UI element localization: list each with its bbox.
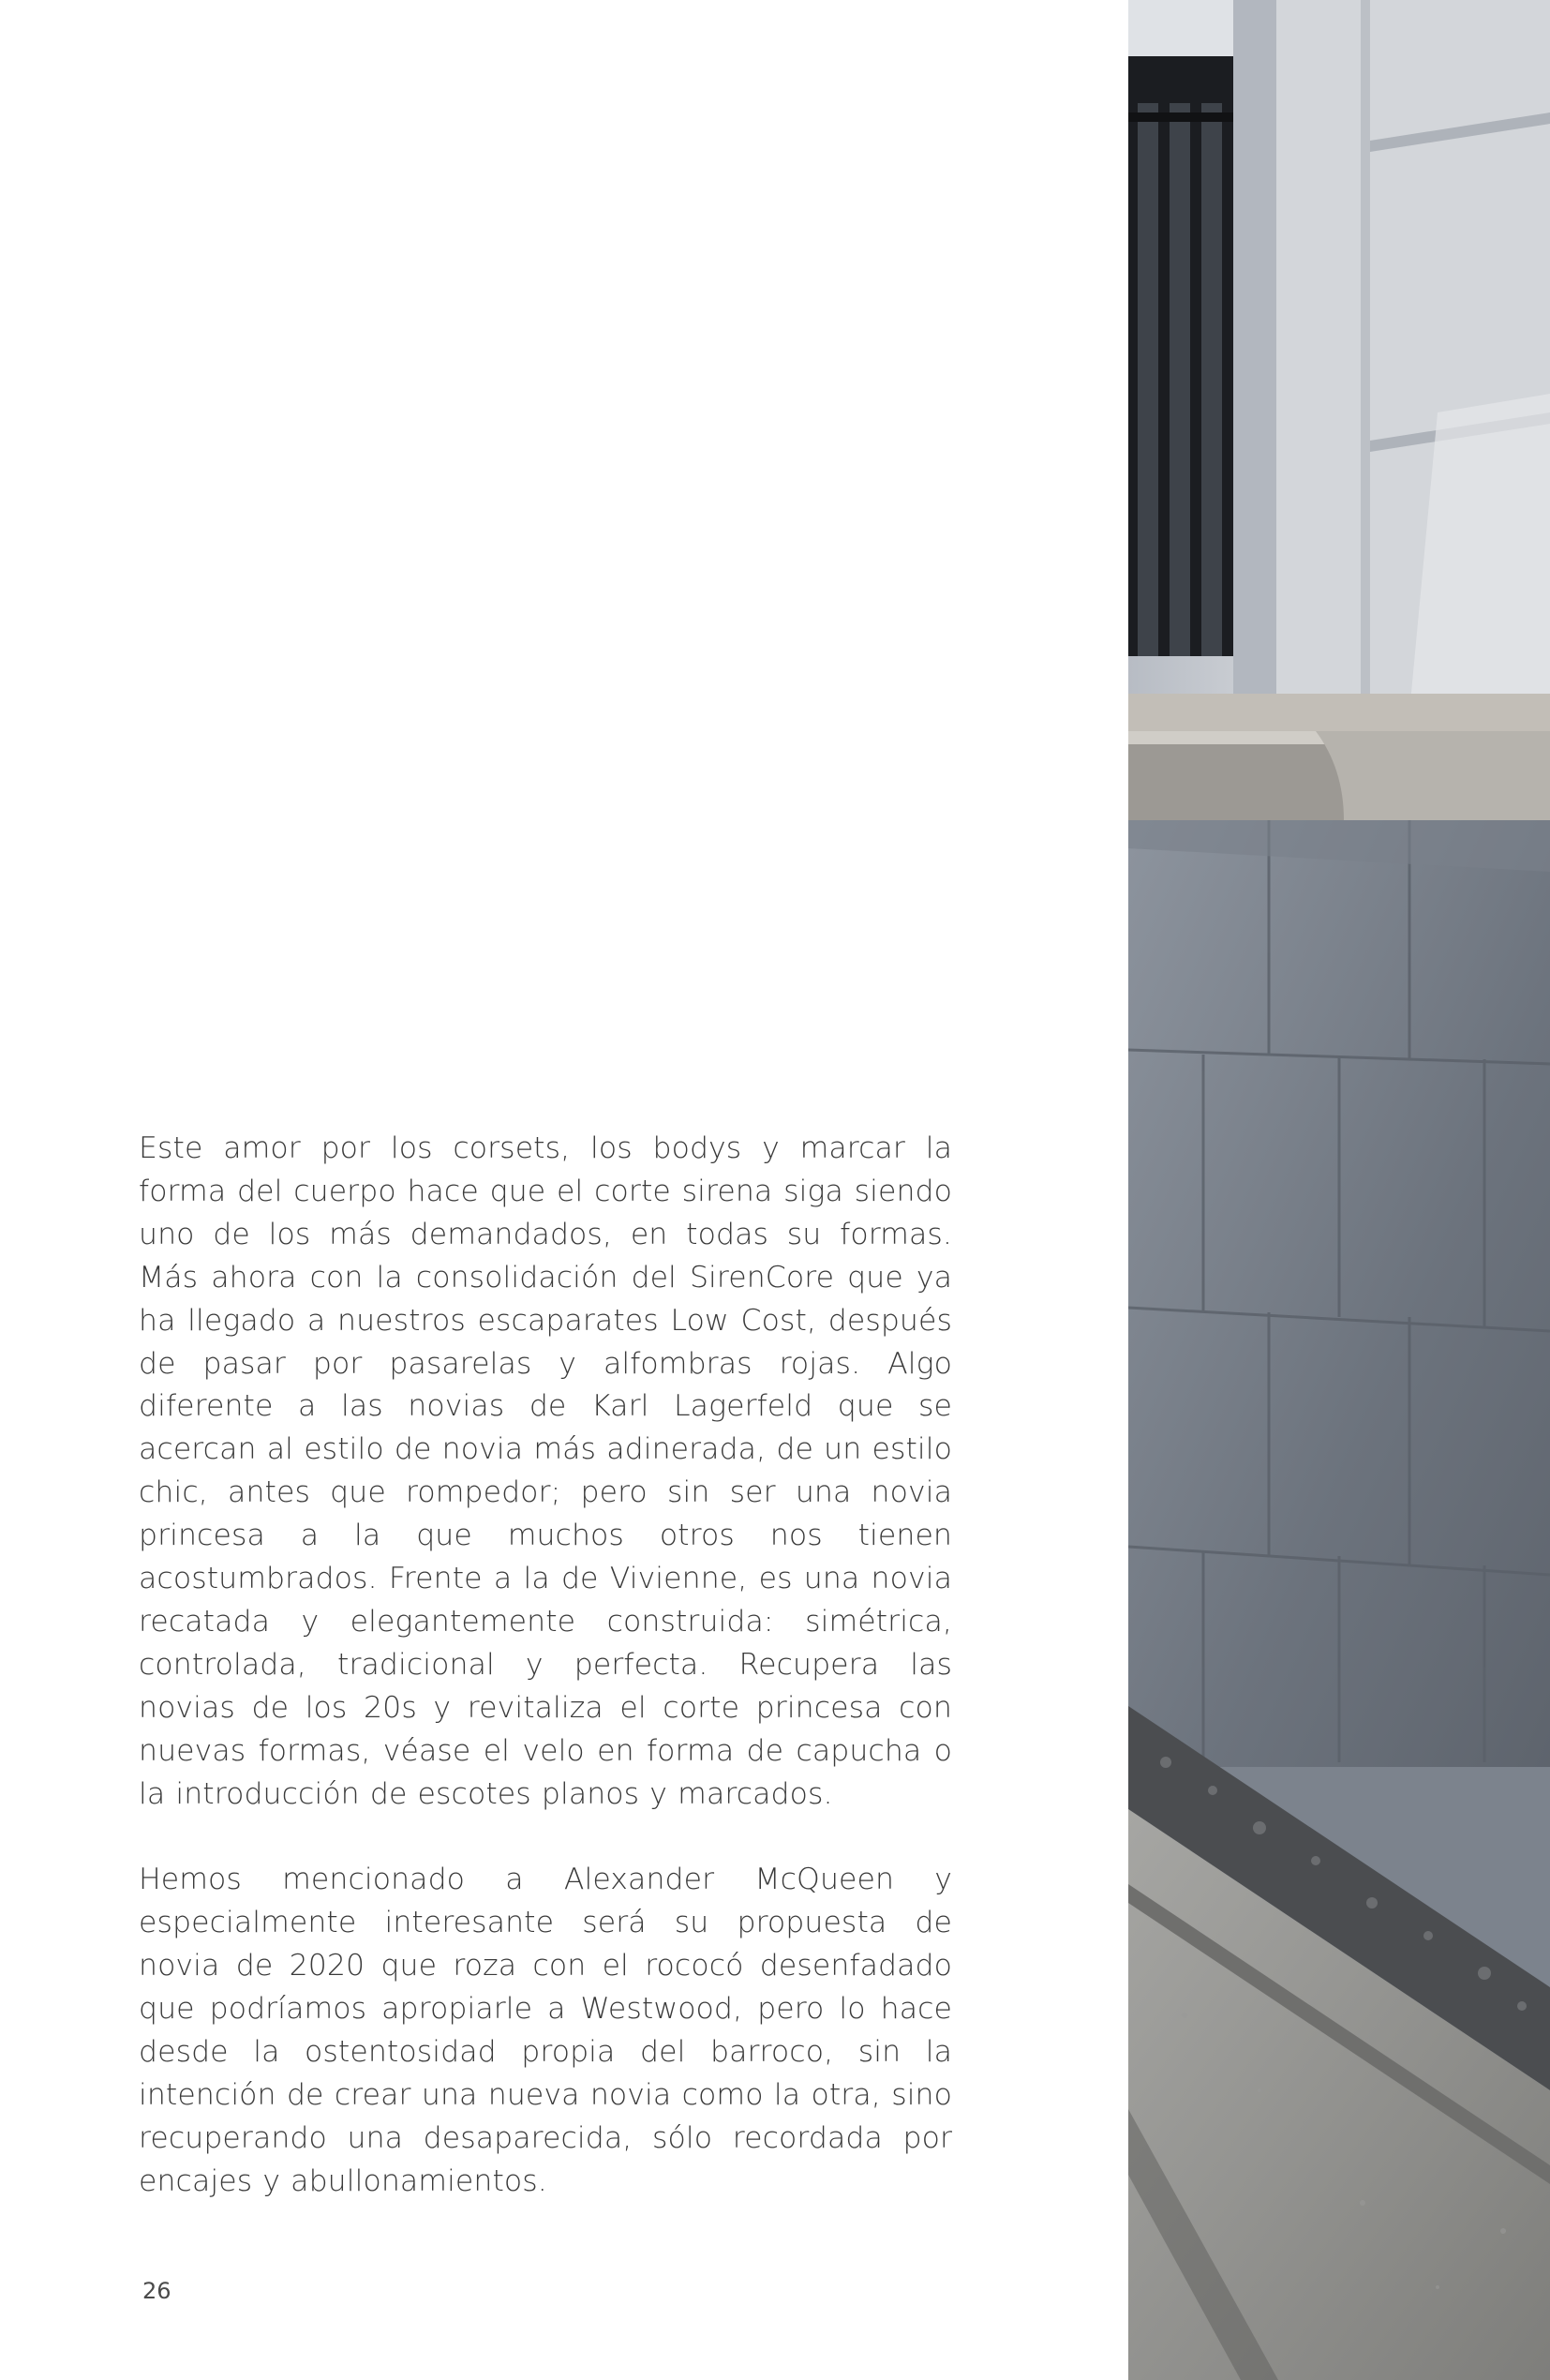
article-paragraph-2: Hemos mencionado a Alexander McQueen y especialmente interesante será su propuesta de novia de 2020 que roza con el rococó desenfadado que podríamos apropiarle a Westwood, pero lo hace desde la ostentosidad propia del barroco, sin la intención de crear una nueva novia como la otra, sino recuperando una desaparecida, sólo recordada por encajes y abullonamientos. [139,1863,952,2198]
article-body [139,1128,952,2204]
photo-illustration [1128,0,1550,2380]
article-paragraph-1: Este amor por los corsets, los bodys y marcar la forma del cuerpo hace que el corte sirena siga siendo uno de los más demandados, en todas su formas. Más ahora con la consolidación del SirenCore que ya ha llegado a nuestros escaparates Low Cost, después de pasar por pasarelas y alfombras rojas. Algo diferente a las novias de Karl Lagerfeld que se acercan al estilo de novia más adinerada, de un estilo chic, antes que rompedor; pero sin ser una novia princesa a la que muchos otros nos tienen acostumbrados. Frente a la de Vivienne, es una novia recatada y elegantemente construida: simétrica, controlada, tradicional y perfecta. Recupera las novias de los 20s y revitaliza el corte princesa con nuevas formas, véase el velo en forma de capucha o la introducción de escotes planos y marcados. [139,1131,952,1811]
page-number: 26 [142,2278,171,2304]
building-facade-photo [1128,0,1550,2380]
